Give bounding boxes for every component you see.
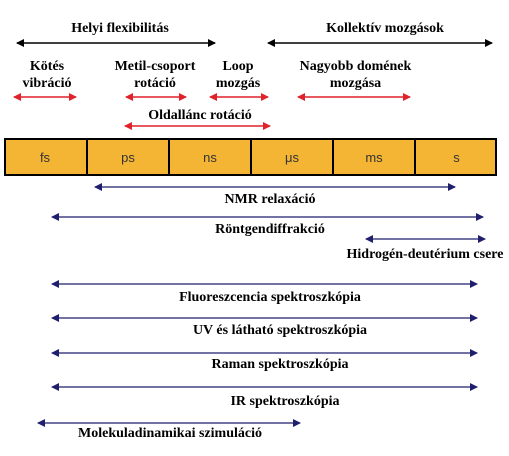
domain-motion-label: Nagyobb domének mozgása <box>299 59 412 91</box>
ir-label: IR spektroszkópia <box>230 394 340 409</box>
loop-motion-label: Loop mozgás <box>215 59 261 91</box>
collective-motions-header: Kollektív mozgások <box>326 21 444 36</box>
fluorescence-label: Fluoreszcencia spektroszkópia <box>179 290 361 305</box>
methyl-rotation-label: Metil-csoport rotáció <box>114 59 196 91</box>
raman-label: Raman spektroszkópia <box>211 357 349 372</box>
nmr-label: NMR relaxáció <box>224 192 316 207</box>
local-flexibility-header: Helyi flexibilitás <box>71 21 169 36</box>
timescale-ps: ps <box>86 138 168 176</box>
timescale-ms: ms <box>332 138 414 176</box>
timescale-fs: fs <box>4 138 86 176</box>
xray-label: Röntgendiffrakció <box>215 222 325 237</box>
md-label: Molekuladinamikai szimuláció <box>78 426 262 441</box>
timescale-ns: ns <box>168 138 250 176</box>
uvvis-label: UV és látható spektroszkópia <box>192 323 368 338</box>
timescale-us: μs <box>250 138 332 176</box>
bond-vibration-label: Kötés vibráció <box>22 59 72 91</box>
timescale-s: s <box>414 138 497 176</box>
hdx-label: Hidrogén-deutérium csere <box>346 247 504 262</box>
sidechain-rotation-label: Oldallánc rotáció <box>148 108 252 123</box>
